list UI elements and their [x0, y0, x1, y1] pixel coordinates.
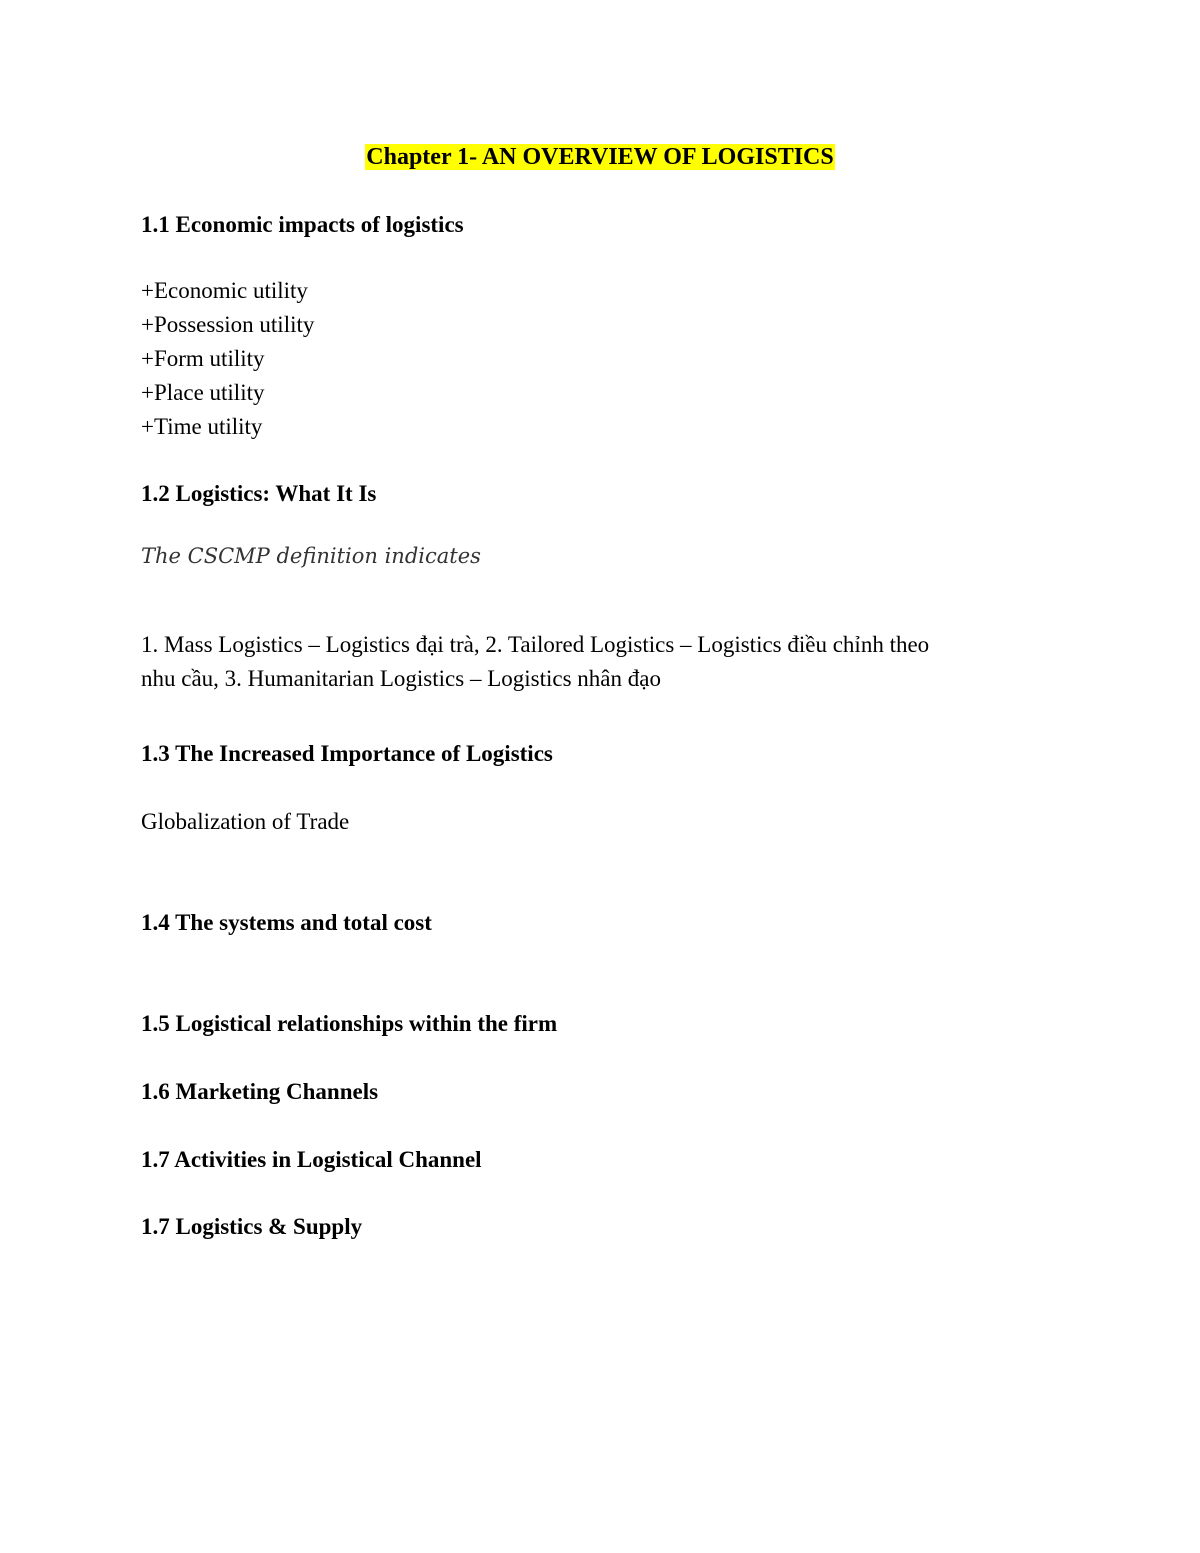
- section-3-text: Globalization of Trade: [141, 809, 350, 834]
- list-item: +Form utility: [141, 346, 265, 371]
- section-1-heading: 1.1 Economic impacts of logistics: [141, 212, 464, 237]
- list-item: +Time utility: [141, 414, 263, 439]
- section-2-paragraph: [141, 628, 1061, 696]
- list-item: +Economic utility: [141, 278, 308, 303]
- section-2-heading: 1.2 Logistics: What It Is: [141, 481, 377, 506]
- list-item: +Place utility: [141, 380, 265, 405]
- section-5-heading: 1.5 Logistical relationships within the firm: [141, 1011, 558, 1036]
- paragraph-line: 1. Mass Logistics – Logistics đại trà, 2. Tailored Logistics – Logistics điều chỉnh theo: [141, 632, 930, 657]
- section-3-heading: 1.3 The Increased Importance of Logistics: [141, 741, 553, 766]
- paragraph-line: nhu cầu, 3. Humanitarian Logistics – Logistics nhân đạo: [141, 666, 661, 691]
- section-4-heading: 1.4 The systems and total cost: [141, 910, 432, 935]
- section-6-heading: 1.6 Marketing Channels: [141, 1079, 379, 1104]
- list-item: +Possession utility: [141, 312, 315, 337]
- section-7-heading: 1.7 Activities in Logistical Channel: [141, 1147, 482, 1172]
- chapter-title: Chapter 1- AN OVERVIEW OF LOGISTICS: [366, 144, 834, 170]
- section-1-list: [141, 274, 1061, 444]
- section-8-heading: 1.7 Logistics & Supply: [141, 1214, 363, 1239]
- section-2-note: The CSCMP definition indicates: [141, 544, 481, 568]
- title-container: [0, 142, 1200, 172]
